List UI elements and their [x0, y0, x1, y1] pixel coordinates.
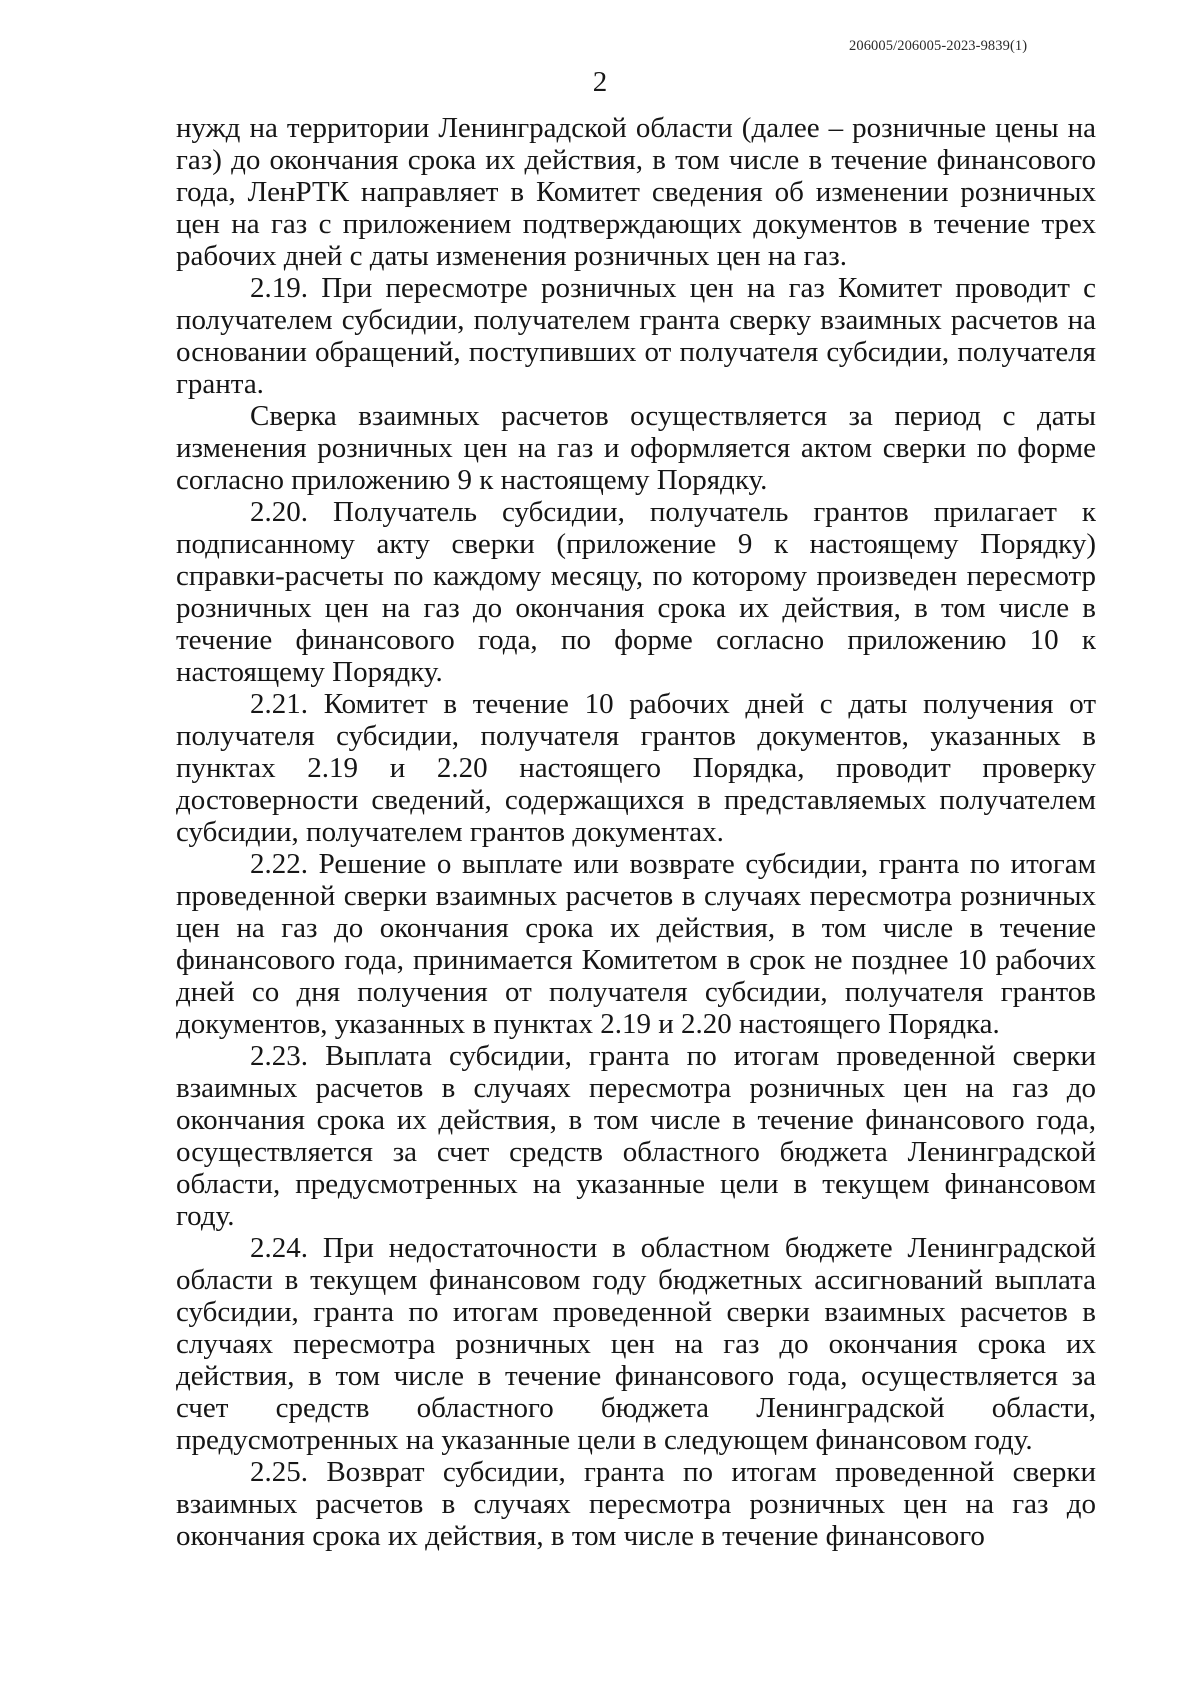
page-number: 2: [592, 66, 608, 98]
paragraph-reconciliation: Сверка взаимных расчетов осуществляется за период с даты изменения розничных цен на газ и оформляется актом сверки по форме согласно приложению 9 к настоящему Порядку.: [176, 400, 1096, 496]
paragraph-2-25: 2.25. Возврат субсидии, гранта по итогам проведенной сверки взаимных расчетов в случаях пересмотра розничных цен на газ до окончания срока их действия, в том числе в течение финансового: [176, 1456, 1096, 1552]
paragraph-2-21: 2.21. Комитет в течение 10 рабочих дней с даты получения от получателя субсидии, получателя грантов документов, указанных в пунктах 2.19 и 2.20 настоящего Порядка, проводит проверку достоверности сведений, содержащихся в представляемых получателем субсидии, получателем грантов документах.: [176, 688, 1096, 848]
paragraph-continuation: нужд на территории Ленинградской области (далее – розничные цены на газ) до окончания срока их действия, в том числе в течение финансового года, ЛенРТК направляет в Комитет сведения об изменении розничных цен на газ с приложением подтверждающих документов в течение трех рабочих дней с даты изменения розничных цен на газ.: [176, 112, 1096, 272]
paragraph-2-22: 2.22. Решение о выплате или возврате субсидии, гранта по итогам проведенной сверки взаимных расчетов в случаях пересмотра розничных цен на газ до окончания срока их действия, в том числе в течение финансового года, принимается Комитетом в срок не позднее 10 рабочих дней со дня получения от получателя субсидии, получателя грантов документов, указанных в пунктах 2.19 и 2.20 настоящего Порядка.: [176, 848, 1096, 1040]
paragraph-2-19: 2.19. При пересмотре розничных цен на газ Комитет проводит с получателем субсидии, получателем гранта сверку взаимных расчетов на основании обращений, поступивших от получателя субсидии, получателя гранта.: [176, 272, 1096, 400]
document-id: 206005/206005-2023-9839(1): [849, 38, 1028, 54]
paragraph-2-24: 2.24. При недостаточности в областном бюджете Ленинградской области в текущем финансовом году бюджетных ассигнований выплата субсидии, гранта по итогам проведенной сверки взаимных расчетов в случаях пересмотра розничных цен на газ до окончания срока их действия, в том числе в течение финансового года, осуществляется за счет средств областного бюджета Ленинградской области, предусмотренных на указанные цели в следующем финансовом году.: [176, 1232, 1096, 1456]
paragraph-2-23: 2.23. Выплата субсидии, гранта по итогам проведенной сверки взаимных расчетов в случаях пересмотра розничных цен на газ до окончания срока их действия, в том числе в течение финансового года, осуществляется за счет средств областного бюджета Ленинградской области, предусмотренных на указанные цели в текущем финансовом году.: [176, 1040, 1096, 1232]
paragraph-2-20: 2.20. Получатель субсидии, получатель грантов прилагает к подписанному акту сверки (приложение 9 к настоящему Порядку) справки-расчеты по каждому месяцу, по которому произведен пересмотр розничных цен на газ до окончания срока их действия, в том числе в течение финансового года, по форме согласно приложению 10 к настоящему Порядку.: [176, 496, 1096, 688]
document-body: [176, 112, 1096, 1552]
